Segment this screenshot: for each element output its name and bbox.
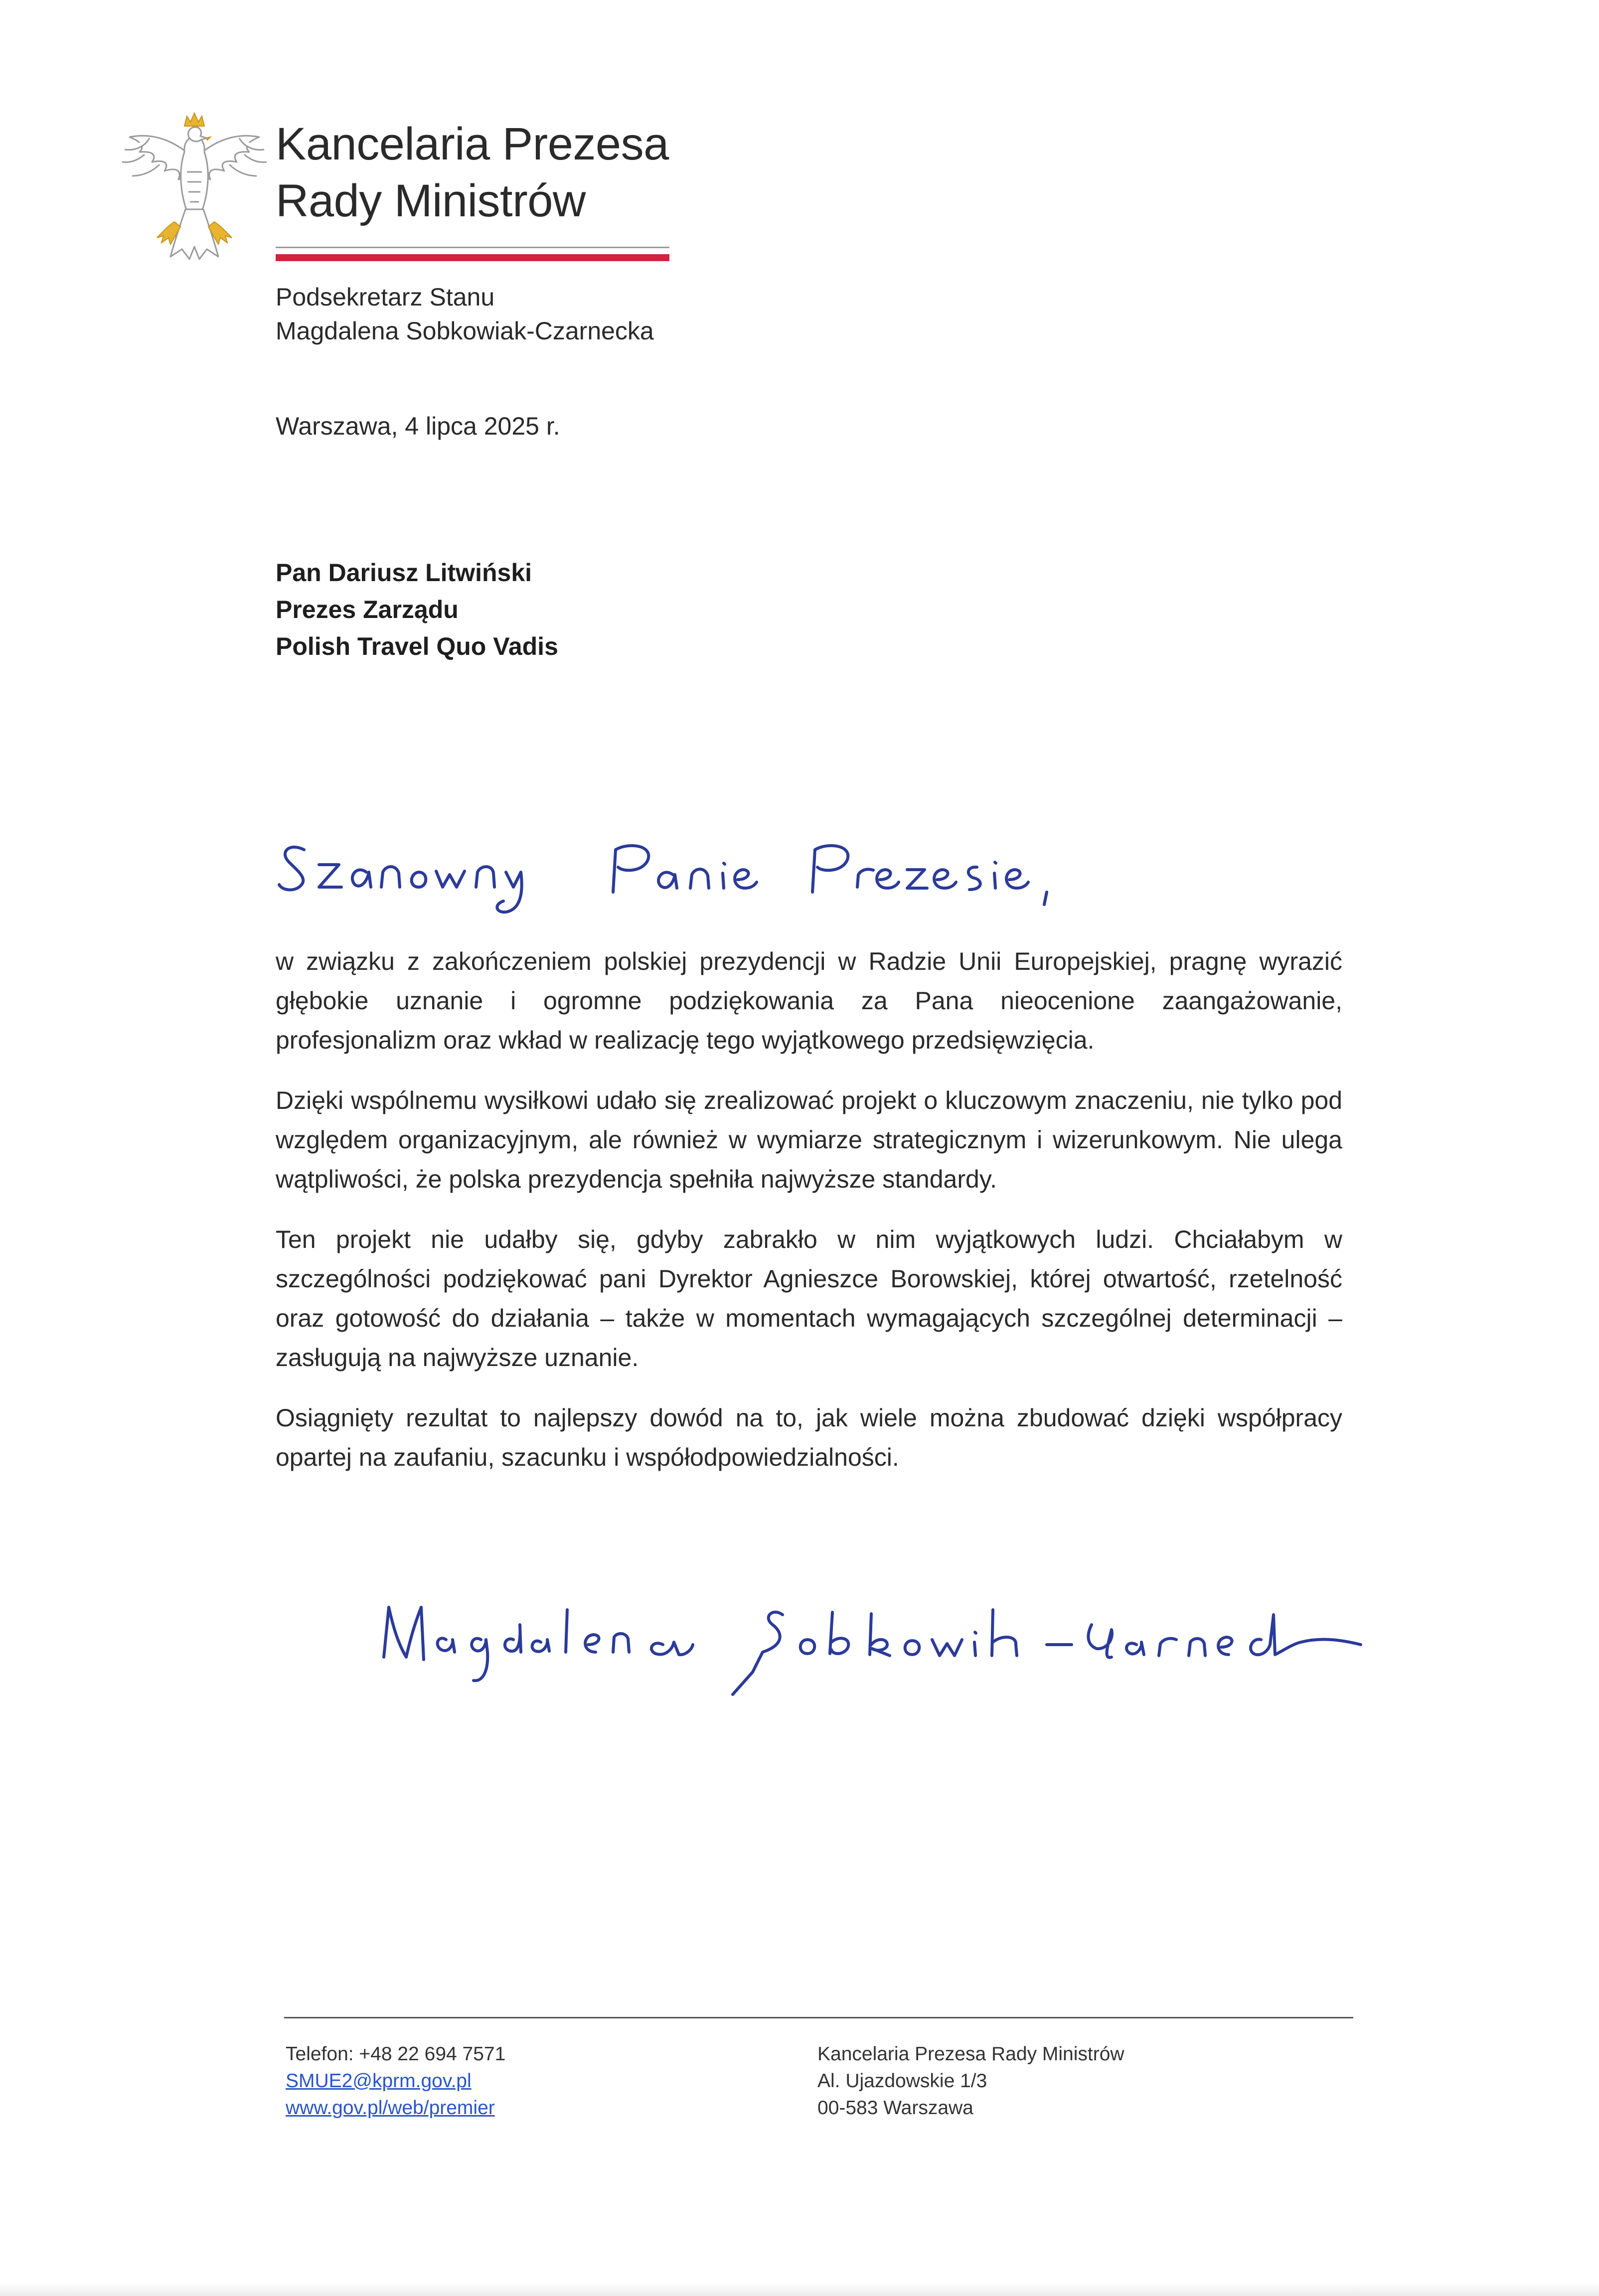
address-line: 00-583 Warszawa	[817, 2097, 973, 2119]
body-paragraph: Ten projekt nie udałby się, gdyby zabrakło w nim wyjątkowych ludzi. Chciałabym w szczególności podziękować pani Dyrektor Agnieszce Borowskiej, której otwartość, rzetelność oraz gotowość do działania – także w momentach wymagających szczególnej determinacji – zasługują na najwyższe uznanie.	[276, 1225, 1342, 1372]
address-line: Al. Ujazdowskie 1/3	[817, 2070, 987, 2092]
page-edge-shadow	[0, 2283, 1599, 2296]
letter-body	[276, 942, 1342, 1498]
sender-title: Podsekretarz Stanu	[276, 283, 495, 311]
footer-divider	[284, 2017, 1353, 2018]
footer-contact	[286, 2041, 505, 2122]
recipient-company: Polish Travel Quo Vadis	[276, 632, 558, 660]
handwritten-salutation	[269, 817, 1067, 927]
footer-address	[817, 2041, 1124, 2122]
recipient-name: Pan Dariusz Litwiński	[276, 559, 532, 587]
footer-website-link[interactable]: www.gov.pl/web/premier	[286, 2097, 495, 2119]
body-paragraph: Osiągnięty rezultat to najlepszy dowód na to, jak wiele można zbudować dzięki współpracy opartej na zaufaniu, szacunku i współodpowiedzialności.	[276, 1404, 1342, 1471]
polish-white-eagle-icon	[115, 107, 274, 267]
body-paragraph: Dzięki wspólnemu wysiłkowi udało się zrealizować projekt o kluczowym znaczeniu, nie tylko pod względem organizacyjnym, ale również w wymiarze strategicznym i wizerunkowym. Nie ulega wątpliwości, że polska prezydencja spełniła najwyższe standardy.	[276, 1086, 1342, 1193]
org-name-line1: Kancelaria Prezesa	[276, 119, 669, 169]
header-divider-grey	[276, 247, 669, 248]
recipient-block	[276, 554, 558, 665]
footer-email-link[interactable]: SMUE2@kprm.gov.pl	[286, 2070, 472, 2092]
recipient-position: Prezes Zarządu	[276, 596, 459, 623]
sender-name: Magdalena Sobkowiak-Czarnecka	[276, 317, 654, 345]
sender-block	[276, 280, 654, 348]
footer-phone: Telefon: +48 22 694 7571	[286, 2043, 506, 2065]
body-paragraph: w związku z zakończeniem polskiej prezydencji w Radzie Unii Europejskiej, pragnę wyrazić głębokie uznanie i ogromne podziękowania za Pana nieocenione zaangażowanie, profesjonalizm oraz wkład w realizację tego wyjątkowego przedsięwzięcia.	[276, 947, 1342, 1054]
org-name-line2: Rady Ministrów	[276, 175, 586, 226]
handwritten-signature	[369, 1570, 1505, 1709]
organization-name	[276, 116, 669, 229]
letter-date: Warszawa, 4 lipca 2025 r.	[276, 412, 560, 440]
address-line: Kancelaria Prezesa Rady Ministrów	[817, 2043, 1124, 2065]
header-divider-red	[276, 254, 669, 261]
